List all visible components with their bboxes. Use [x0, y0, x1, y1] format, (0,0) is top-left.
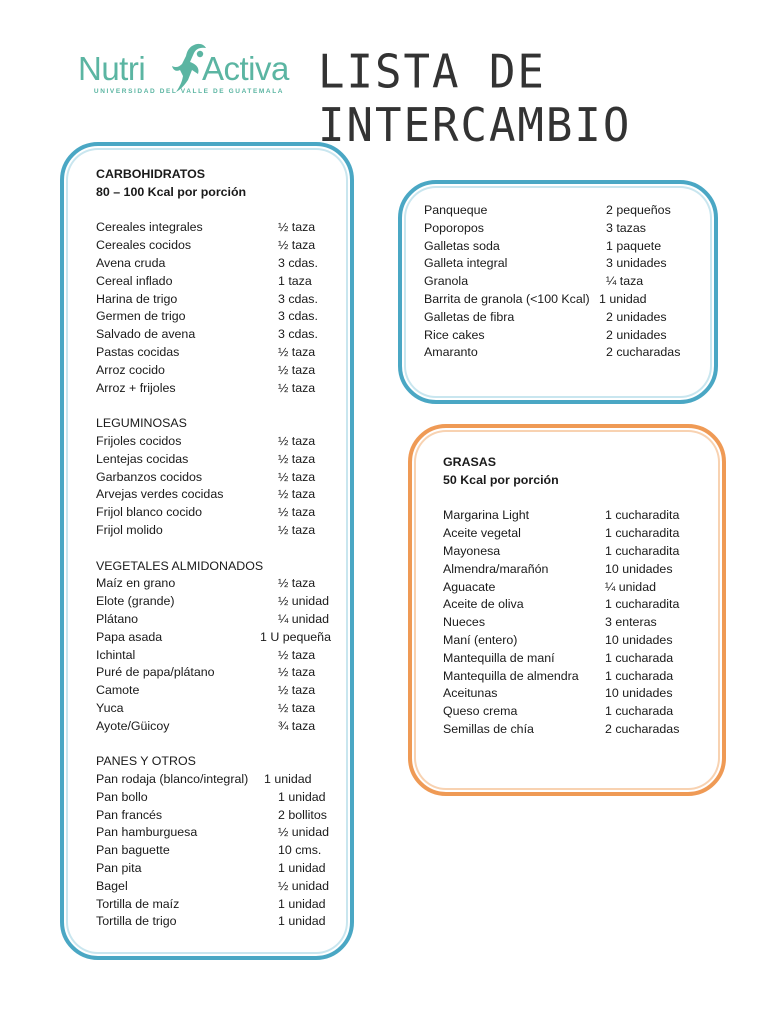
item-quantity: ½ taza [278, 505, 316, 520]
item-quantity: 10 unidades [605, 561, 673, 576]
item-quantity: 10 unidades [605, 686, 673, 701]
item-quantity: 2 pequeños [606, 203, 671, 217]
list-item [424, 291, 710, 309]
vegetales-title: VEGETALES ALMIDONADOS [96, 558, 264, 573]
item-name: Maní (entero) [443, 632, 518, 647]
list-item [96, 664, 346, 682]
item-name: Arroz + frijoles [96, 380, 176, 395]
item-quantity: ½ taza [278, 362, 316, 377]
item-name: Semillas de chía [443, 721, 534, 736]
list-item [96, 682, 346, 700]
logo-subtitle: UNIVERSIDAD DEL VALLE DE GUATEMALA [93, 88, 285, 95]
list-item [96, 611, 346, 629]
list-item [424, 202, 710, 220]
item-quantity: ½ taza [278, 665, 316, 680]
item-quantity: 1 cucharada [605, 668, 674, 683]
list-item [96, 629, 346, 647]
item-name: Plátano [96, 611, 139, 626]
carbohydrates-list [96, 166, 346, 931]
list-item [96, 308, 346, 326]
item-name: Rice cakes [424, 327, 485, 342]
list-item [443, 650, 719, 668]
item-quantity: 1 U pequeña [260, 629, 331, 644]
item-quantity: 1 unidad [278, 789, 326, 804]
item-name: Panqueque [424, 203, 488, 217]
item-name: Arvejas verdes cocidas [96, 487, 224, 502]
list-item [96, 860, 346, 878]
item-quantity: ½ taza [278, 220, 316, 235]
list-item [96, 219, 346, 237]
item-name: Aguacate [443, 579, 496, 594]
list-item [443, 632, 719, 650]
item-name: Papa asada [96, 629, 163, 644]
item-quantity: 1 unidad [278, 861, 326, 876]
list-item [96, 593, 346, 611]
item-quantity: 3 cdas. [278, 255, 318, 270]
list-item [96, 380, 346, 398]
item-quantity: 3 cdas. [278, 309, 318, 324]
item-name: Almendra/marañón [443, 561, 549, 576]
item-name: Avena cruda [96, 255, 166, 270]
item-name: Aceitunas [443, 686, 498, 701]
fats-title: GRASAS [443, 455, 497, 469]
carbs-kcal: 80 – 100 Kcal por porción [96, 184, 247, 199]
item-quantity: 3 tazas [606, 220, 646, 235]
list-item [443, 525, 719, 543]
list-item [443, 703, 719, 721]
list-item [96, 522, 346, 540]
item-quantity: ½ unidad [278, 878, 329, 893]
item-name: Aceite vegetal [443, 526, 521, 541]
list-item [96, 789, 346, 807]
item-name: Pan pita [96, 861, 142, 876]
list-item [96, 237, 346, 255]
leguminosas-title: LEGUMINOSAS [96, 416, 187, 431]
list-item [96, 362, 346, 380]
list-item [96, 647, 346, 665]
item-quantity: 1 cucharadita [605, 526, 680, 541]
item-name: Lentejas cocidas [96, 451, 189, 466]
logo-text-activa: Activa [202, 50, 289, 87]
item-name: Harina de trigo [96, 291, 178, 306]
item-name: Frijol molido [96, 522, 163, 537]
list-item [443, 579, 719, 597]
item-quantity: 1 cucharadita [605, 508, 680, 523]
list-item [96, 878, 346, 896]
item-quantity: 1 paquete [606, 238, 662, 253]
item-name: Queso crema [443, 704, 518, 719]
item-quantity: 10 unidades [605, 632, 673, 647]
snacks-list [424, 202, 710, 362]
item-name: Frijoles cocidos [96, 433, 182, 448]
item-name: Galleta integral [424, 256, 508, 271]
list-item [443, 685, 719, 703]
item-name: Ichintal [96, 647, 136, 662]
list-item [96, 913, 346, 931]
item-name: Tortilla de maíz [96, 896, 180, 911]
item-quantity: ½ taza [278, 451, 316, 466]
fats-kcal: 50 Kcal por porción [443, 472, 559, 487]
list-item [96, 896, 346, 914]
item-quantity: 1 unidad [264, 772, 312, 787]
list-item [443, 614, 719, 632]
item-quantity: 2 cucharadas [606, 345, 681, 360]
list-item [96, 718, 346, 736]
item-name: Garbanzos cocidos [96, 469, 203, 484]
item-quantity: ½ taza [278, 238, 316, 253]
item-name: Margarina Light [443, 508, 530, 523]
list-item [96, 344, 346, 362]
item-quantity: 2 unidades [606, 309, 667, 324]
list-item [443, 721, 719, 739]
item-name: Cereales cocidos [96, 238, 192, 253]
page-header [0, 0, 768, 153]
item-name: Arroz cocido [96, 362, 165, 377]
item-quantity: 3 enteras [605, 615, 657, 630]
list-item [96, 824, 346, 842]
item-name: Mayonesa [443, 543, 501, 558]
item-name: Elote (grande) [96, 594, 175, 609]
item-quantity: ¼ unidad [278, 611, 329, 626]
list-item [424, 220, 710, 238]
list-item [443, 507, 719, 525]
item-name: Yuca [96, 700, 124, 715]
item-quantity: 1 cucharadita [605, 543, 680, 558]
list-item [443, 561, 719, 579]
item-quantity: 1 cucharadita [605, 597, 680, 612]
list-item [96, 486, 346, 504]
item-name: Galletas de fibra [424, 309, 515, 324]
list-item [424, 273, 710, 291]
item-name: Pan baguette [96, 843, 170, 858]
item-name: Bagel [96, 878, 128, 893]
list-item [96, 273, 346, 291]
item-quantity: 1 unidad [278, 914, 326, 929]
item-name: Mantequilla de almendra [443, 668, 579, 683]
item-quantity: 1 unidad [278, 896, 326, 911]
item-name: Germen de trigo [96, 309, 186, 324]
item-quantity: ½ taza [278, 380, 316, 395]
item-quantity: 2 unidades [606, 327, 667, 342]
list-item [424, 344, 710, 362]
list-item [96, 433, 346, 451]
list-item [424, 327, 710, 345]
item-name: Pan francés [96, 807, 163, 822]
item-name: Mantequilla de maní [443, 650, 555, 665]
item-quantity: 1 cucharada [605, 650, 674, 665]
item-quantity: ½ taza [278, 647, 316, 662]
list-item [424, 238, 710, 256]
item-quantity: 2 cucharadas [605, 721, 680, 736]
item-quantity: ½ unidad [278, 825, 329, 840]
item-quantity: ½ taza [278, 700, 316, 715]
fats-list [443, 454, 719, 739]
list-item [96, 326, 346, 344]
item-name: Tortilla de trigo [96, 914, 177, 929]
item-quantity: ½ taza [278, 487, 316, 502]
item-name: Nueces [443, 615, 486, 630]
item-quantity: ½ taza [278, 576, 316, 591]
list-item [96, 469, 346, 487]
item-name: Pan rodaja (blanco/integral) [96, 772, 249, 787]
list-item [424, 309, 710, 327]
item-name: Cereal inflado [96, 273, 173, 288]
item-quantity: ½ taza [278, 469, 316, 484]
list-item [96, 575, 346, 593]
item-name: Camote [96, 683, 140, 698]
item-quantity: 10 cms. [278, 843, 322, 858]
item-quantity: 1 taza [278, 273, 312, 288]
list-item [443, 596, 719, 614]
list-item [96, 842, 346, 860]
item-quantity: ½ unidad [278, 594, 329, 609]
carbs-title: CARBOHIDRATOS [96, 167, 205, 181]
item-quantity: 3 unidades [606, 256, 667, 271]
item-name: Puré de papa/plátano [96, 665, 215, 680]
item-quantity: ¼ unidad [605, 579, 656, 594]
list-item [96, 291, 346, 309]
item-name: Galletas soda [424, 238, 500, 253]
item-quantity: 3 cdas. [278, 327, 318, 342]
item-name: Poporopos [424, 220, 484, 235]
item-name: Granola [424, 274, 469, 289]
item-quantity: ½ taza [278, 433, 316, 448]
item-name: Frijol blanco cocido [96, 505, 203, 520]
item-quantity: ¼ taza [606, 274, 644, 289]
item-quantity: 1 unidad [599, 291, 647, 306]
list-item [96, 504, 346, 522]
list-item [443, 668, 719, 686]
logo-text-nutri: Nutri [78, 50, 146, 87]
item-quantity: ½ taza [278, 344, 316, 359]
list-item [96, 807, 346, 825]
list-item [96, 255, 346, 273]
item-name: Cereales integrales [96, 220, 203, 235]
item-quantity: 3 cdas. [278, 291, 318, 306]
list-item [443, 543, 719, 561]
list-item [96, 771, 346, 789]
nutriactiva-logo [72, 38, 304, 106]
item-name: Pan hamburguesa [96, 825, 198, 840]
item-name: Ayote/Güicoy [96, 718, 170, 733]
list-item [96, 700, 346, 718]
item-name: Pan bollo [96, 789, 148, 804]
item-quantity: ½ taza [278, 683, 316, 698]
list-item [96, 451, 346, 469]
item-name: Pastas cocidas [96, 344, 180, 359]
item-quantity: 1 cucharada [605, 704, 674, 719]
item-name: Aceite de oliva [443, 597, 524, 612]
page-title: LISTA DE INTERCAMBIO [318, 45, 632, 153]
panes-title: PANES Y OTROS [96, 754, 196, 769]
item-name: Barrita de granola (<100 Kcal) [424, 291, 590, 306]
item-name: Amaranto [424, 345, 478, 360]
item-name: Maíz en grano [96, 576, 176, 591]
item-name: Salvado de avena [96, 327, 196, 342]
item-quantity: ¾ taza [278, 718, 316, 733]
list-item [424, 255, 710, 273]
item-quantity: ½ taza [278, 522, 316, 537]
item-quantity: 2 bollitos [278, 807, 327, 822]
